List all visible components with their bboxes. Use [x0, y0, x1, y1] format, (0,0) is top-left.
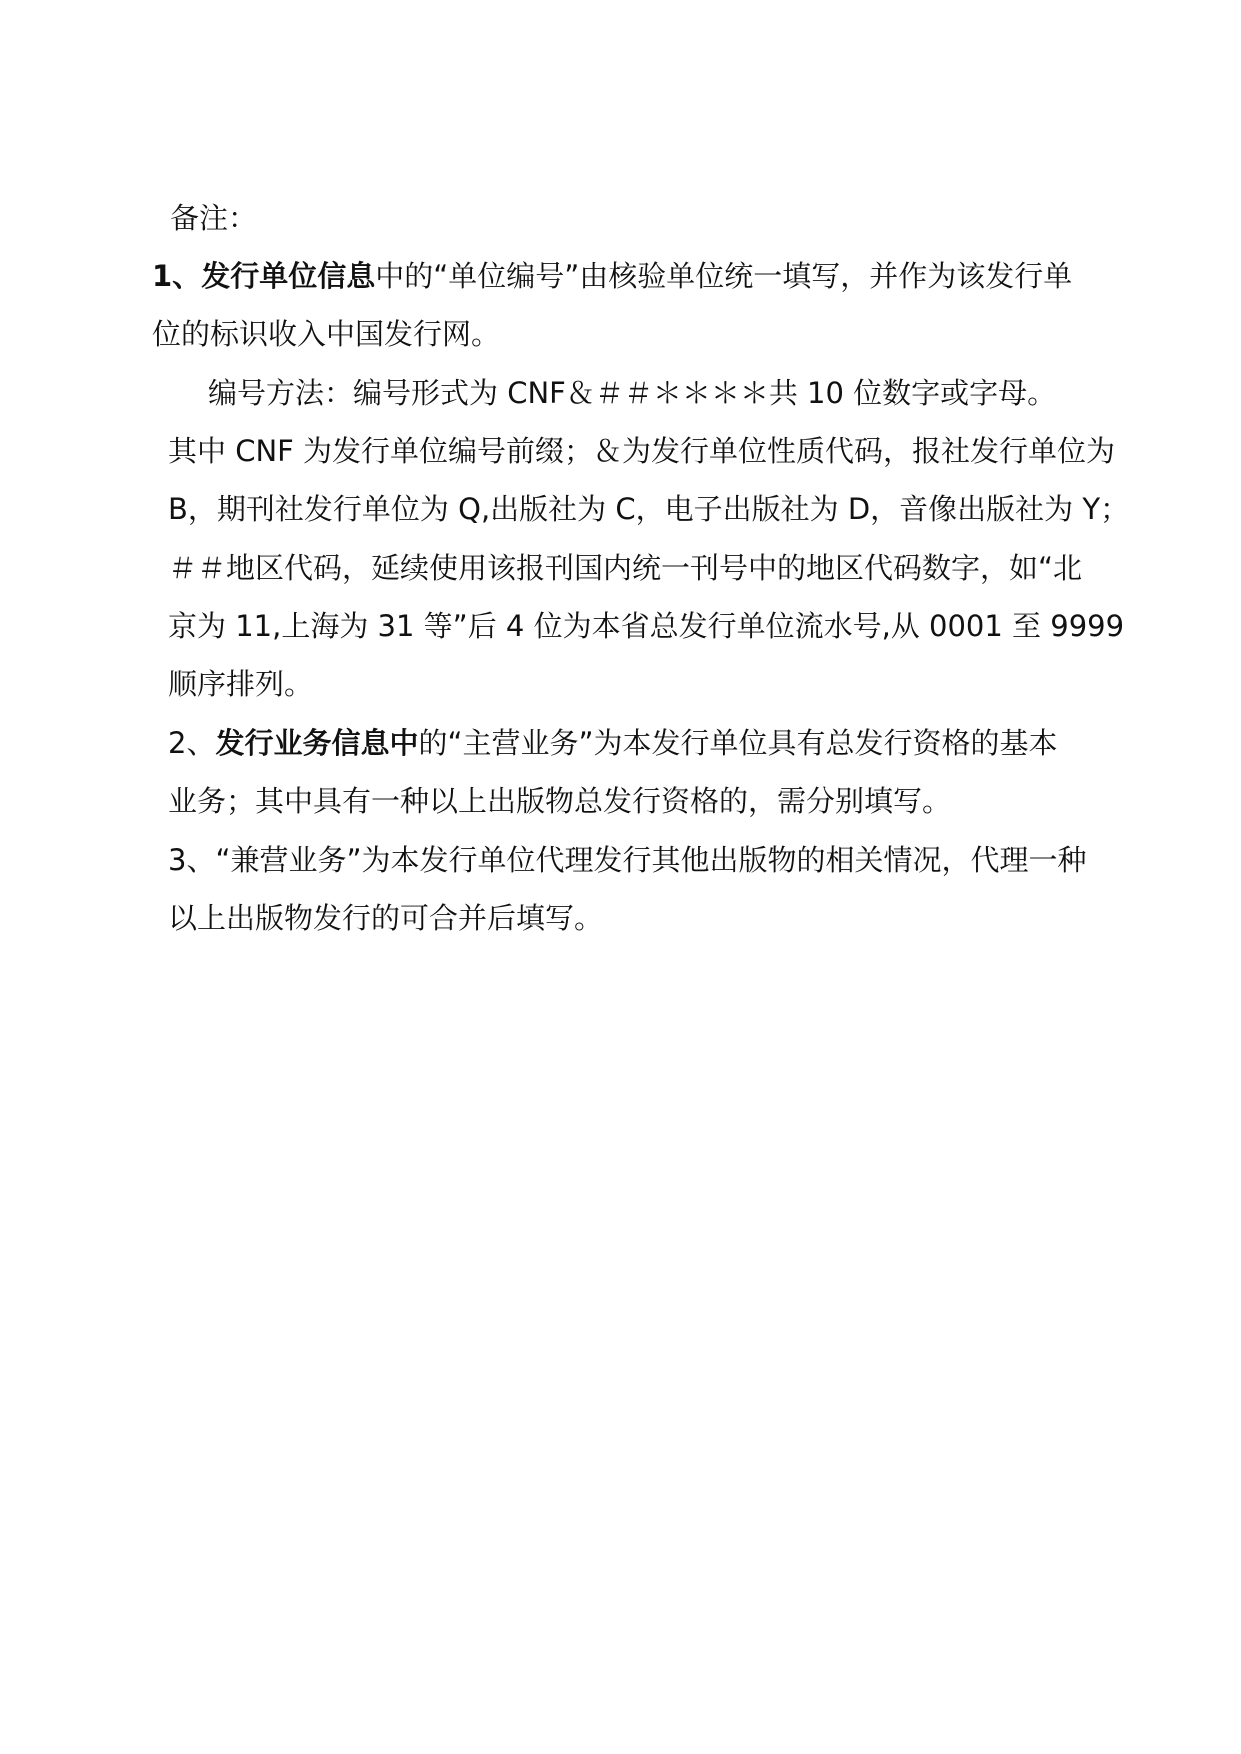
note-2-text: 的“主营业务”为本发行单位具有总发行资格的基本: [418, 726, 1058, 760]
note-2-line-1: [168, 723, 1058, 763]
note-1-detail-5: 顺序排列。: [168, 667, 314, 701]
note-1-method: 编号方法：编号形式为 CNF＆＃＃＊＊＊＊共 10 位数字或字母。: [208, 376, 1057, 410]
note-1-text: 中的“单位编号”由核验单位统一填写，并作为该发行单: [375, 259, 1073, 293]
note-1-detail-1: 其中 CNF 为发行单位编号前缀；＆为发行单位性质代码，报社发行单位为: [168, 434, 1116, 468]
note-2-line-2: 业务；其中具有一种以上出版物总发行资格的，需分别填写。: [168, 784, 952, 818]
note-3-line-1: 3、“兼营业务”为本发行单位代理发行其他出版物的相关情况，代理一种: [168, 843, 1087, 877]
remarks-title: 备注：: [170, 201, 258, 235]
note-1-line-1: [152, 256, 1072, 296]
note-1-heading: 发行单位信息: [201, 259, 376, 293]
note-1-detail-3: ＃＃地区代码，延续使用该报刊国内统一刊号中的地区代码数字，如“北: [168, 551, 1083, 585]
note-3-line-2: 以上出版物发行的可合并后填写。: [168, 901, 604, 935]
note-1-detail-2: B，期刊社发行单位为 Q,出版社为 C，电子出版社为 D，音像出版社为 Y；: [168, 492, 1130, 526]
note-2-number: 2、: [168, 726, 216, 760]
note-2-heading: 发行业务信息中: [215, 726, 419, 760]
note-1-line-2: 位的标识收入中国发行网。: [152, 317, 501, 351]
note-1-number: 1、: [152, 259, 202, 293]
note-1-detail-4: 京为 11,上海为 31 等”后 4 位为本省总发行单位流水号,从 0001 至 9999: [168, 609, 1125, 643]
